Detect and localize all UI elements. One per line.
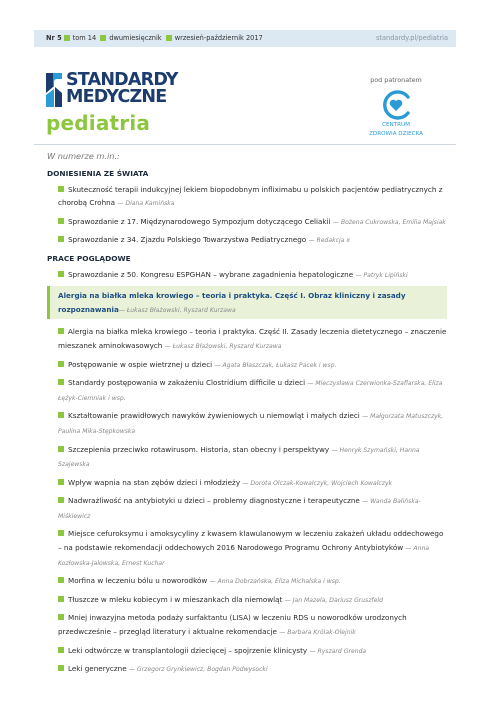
article-authors: — Mieczysława Czerwionka-Szaflarska, Eliza Łężyk-Ciemniak i wsp. (58, 380, 442, 402)
list-item[interactable] (58, 443, 447, 472)
list-item[interactable] (58, 494, 447, 523)
square-bullet-icon (58, 186, 64, 192)
article-authors: — Dorota Olczak-Kowalczyk, Wojciech Kowalczyk (242, 480, 392, 487)
square-bullet-icon (58, 379, 64, 385)
logo-line2: MEDYCZNE (66, 87, 167, 107)
square-bullet-icon (64, 35, 70, 41)
logo-line1: STANDARDY (66, 70, 178, 90)
list-item[interactable] (58, 409, 447, 438)
list-item[interactable] (58, 574, 447, 589)
article-authors: — Barbara Królak-Olejnik (279, 629, 356, 636)
heart-c-icon (379, 90, 413, 120)
issue-number: Nr 5 (46, 34, 62, 42)
list-item[interactable] (58, 593, 447, 608)
square-bullet-icon (58, 412, 64, 418)
article-authors: — Anna Dobrzańska, Eliza Michalska i wsp. (210, 578, 341, 585)
patron-org-line2: ZDROWIA DZIECKA (369, 131, 423, 137)
square-bullet-icon (58, 446, 64, 452)
list-item[interactable] (58, 215, 447, 230)
list-item[interactable] (58, 611, 447, 639)
square-bullet-icon (58, 530, 64, 536)
list-item[interactable] (58, 476, 447, 491)
article-authors: — Bożena Cukrowska, Emilia Majsiak (333, 219, 446, 226)
patronage-block (356, 76, 436, 138)
list-item[interactable] (58, 325, 447, 353)
patronage-label: pod patronatem (370, 76, 422, 84)
square-bullet-icon (58, 218, 64, 224)
section-title: pediatria (46, 111, 151, 135)
article-authors: — Jan Mazela, Dariusz Gruszfeld (285, 597, 383, 604)
article-title: Leki odtwórcze w transplantologii dziecięcej – spojrzenie klinicysty (68, 645, 308, 655)
header-divider (34, 144, 456, 145)
article-title: Kształtowanie prawidłowych nawyków żywieniowych u niemowląt i małych dzieci (68, 411, 360, 421)
square-bullet-icon (58, 236, 64, 242)
article-title: Postępowanie w ospie wietrznej u dzieci (68, 359, 213, 369)
article-authors: — Grzegorz Grynkiewicz, Bogdan Podwysocki (129, 666, 268, 673)
article-authors: — Agata Błaszczak, Łukasz Pacek i wsp. (214, 362, 336, 369)
toc-intro: W numerze m.in.: (47, 151, 120, 161)
section-heading: PRACE POGLĄDOWE (47, 253, 131, 263)
article-title: Nadwrażliwość na antybiotyki u dzieci – problemy diagnostyczne i terapeutyczne (68, 496, 360, 506)
article-title: Alergia na białka mleka krowiego – teoria i praktyka. Część I. Obraz kliniczny i zasady rozpoznawania (58, 291, 406, 314)
square-bullet-icon (58, 328, 64, 334)
issue-volume: tom 14 (72, 34, 97, 42)
article-title: Miejsce cefuroksymu i amoksycyliny z kwasem klawulanowym w leczeniu zakażeń układu oddechowego – na podstawie rekomendacji oddechowych 2016 Narodowego Programu Ochrony Antybiotyków (58, 529, 444, 553)
article-title: Leki generyczne (68, 664, 127, 674)
square-bullet-icon (58, 647, 64, 653)
square-bullet-icon (58, 497, 64, 503)
site-url[interactable]: standardy.pl/pediatria (375, 34, 448, 42)
list-item[interactable] (58, 644, 447, 659)
article-title: Szczepienia przeciwko rotawirusom. Historia, stan obecny i perspektywy (68, 444, 330, 454)
square-bullet-icon (58, 361, 64, 367)
list-item[interactable] (58, 183, 447, 211)
article-title: Skuteczność terapii indukcyjnej lekiem biopodobnym infliximabu u polskich pacjentów pediatrycznych z chorobą Crohna (58, 184, 443, 208)
table-of-contents (47, 149, 447, 681)
square-bullet-icon (58, 614, 64, 620)
square-bullet-icon (58, 665, 64, 671)
list-item[interactable] (58, 358, 447, 373)
list-item[interactable] (58, 376, 447, 405)
article-authors: — Łukasz Błażowski, Ryszard Kurzawa (165, 343, 282, 350)
article-title: Sprawozdanie z 34. Zjazdu Polskiego Towarzystwa Pediatrycznego (68, 235, 307, 245)
patron-org-line1: CENTRUM (382, 122, 410, 128)
issue-date: wrzesień-październik 2017 (174, 34, 263, 42)
issue-info (46, 30, 263, 47)
square-bullet-icon (58, 479, 64, 485)
article-authors: — Wanda Balińska-Miśkiewicz (58, 498, 421, 520)
square-bullet-icon (100, 35, 106, 41)
article-authors: — Redakcja x (308, 237, 349, 244)
square-bullet-icon (58, 596, 64, 602)
article-title: Sprawozdanie z 17. Międzynarodowego Sympozjum dotyczącego Celiakii (68, 216, 331, 226)
article-title: Sprawozdanie z 50. Kongresu ESPGHAN – wybrane zagadnienia hepatologiczne (68, 269, 354, 279)
article-authors: — Henryk Szymański, Hanna Szajewska (58, 447, 420, 469)
list-item[interactable] (58, 527, 447, 570)
logo-mark-icon (46, 73, 62, 107)
list-item[interactable] (58, 268, 447, 283)
article-title: Tłuszcze w mleku kobiecym i w mieszankach dla niemowląt (68, 594, 283, 604)
issue-frequency: dwumiesięcznik (109, 34, 162, 42)
list-item[interactable] (58, 662, 447, 677)
list-item[interactable] (58, 233, 447, 248)
article-title: Wpływ wapnia na stan zębów dzieci i młodzieży (68, 477, 241, 487)
article-title: Alergia na białka mleka krowiego – teoria i praktyka. Część II. Zasady leczenia dietetycznego – znaczenie mieszanek aminokwasowych (58, 327, 447, 350)
square-bullet-icon (58, 577, 64, 583)
article-title: Mniej inwazyjna metoda podaży surfaktantu (LISA) w leczeniu RDS u noworodków urodzonych przedwcześnie – przegląd literatury i aktualne rekomendacje (58, 613, 407, 637)
featured-article[interactable] (47, 286, 447, 319)
square-bullet-icon (166, 35, 172, 41)
article-authors: — Ryszard Grenda (309, 648, 366, 655)
article-title: Morfina w leczeniu bólu u noworodków (68, 576, 208, 586)
square-bullet-icon (58, 271, 64, 277)
article-authors: — Patryk Lipiński (355, 272, 407, 279)
section-heading: DONIESIENIA ZE ŚWIATA (47, 169, 149, 178)
article-authors: — Diana Kamińska (117, 200, 174, 207)
article-title: Standardy postępowania w zakażeniu Clostridium difficile u dzieci (68, 378, 306, 388)
article-authors: — Anna Kozłowska-Jalowska, Ernest Kuchar (58, 545, 429, 567)
article-authors: — Łukasz Błażowski, Ryszard Kurzawa (119, 307, 236, 314)
article-authors: — Małgorzata Matuszczyk, Paulina Mika-Stępkowska (58, 413, 443, 435)
issue-bar (34, 30, 456, 47)
